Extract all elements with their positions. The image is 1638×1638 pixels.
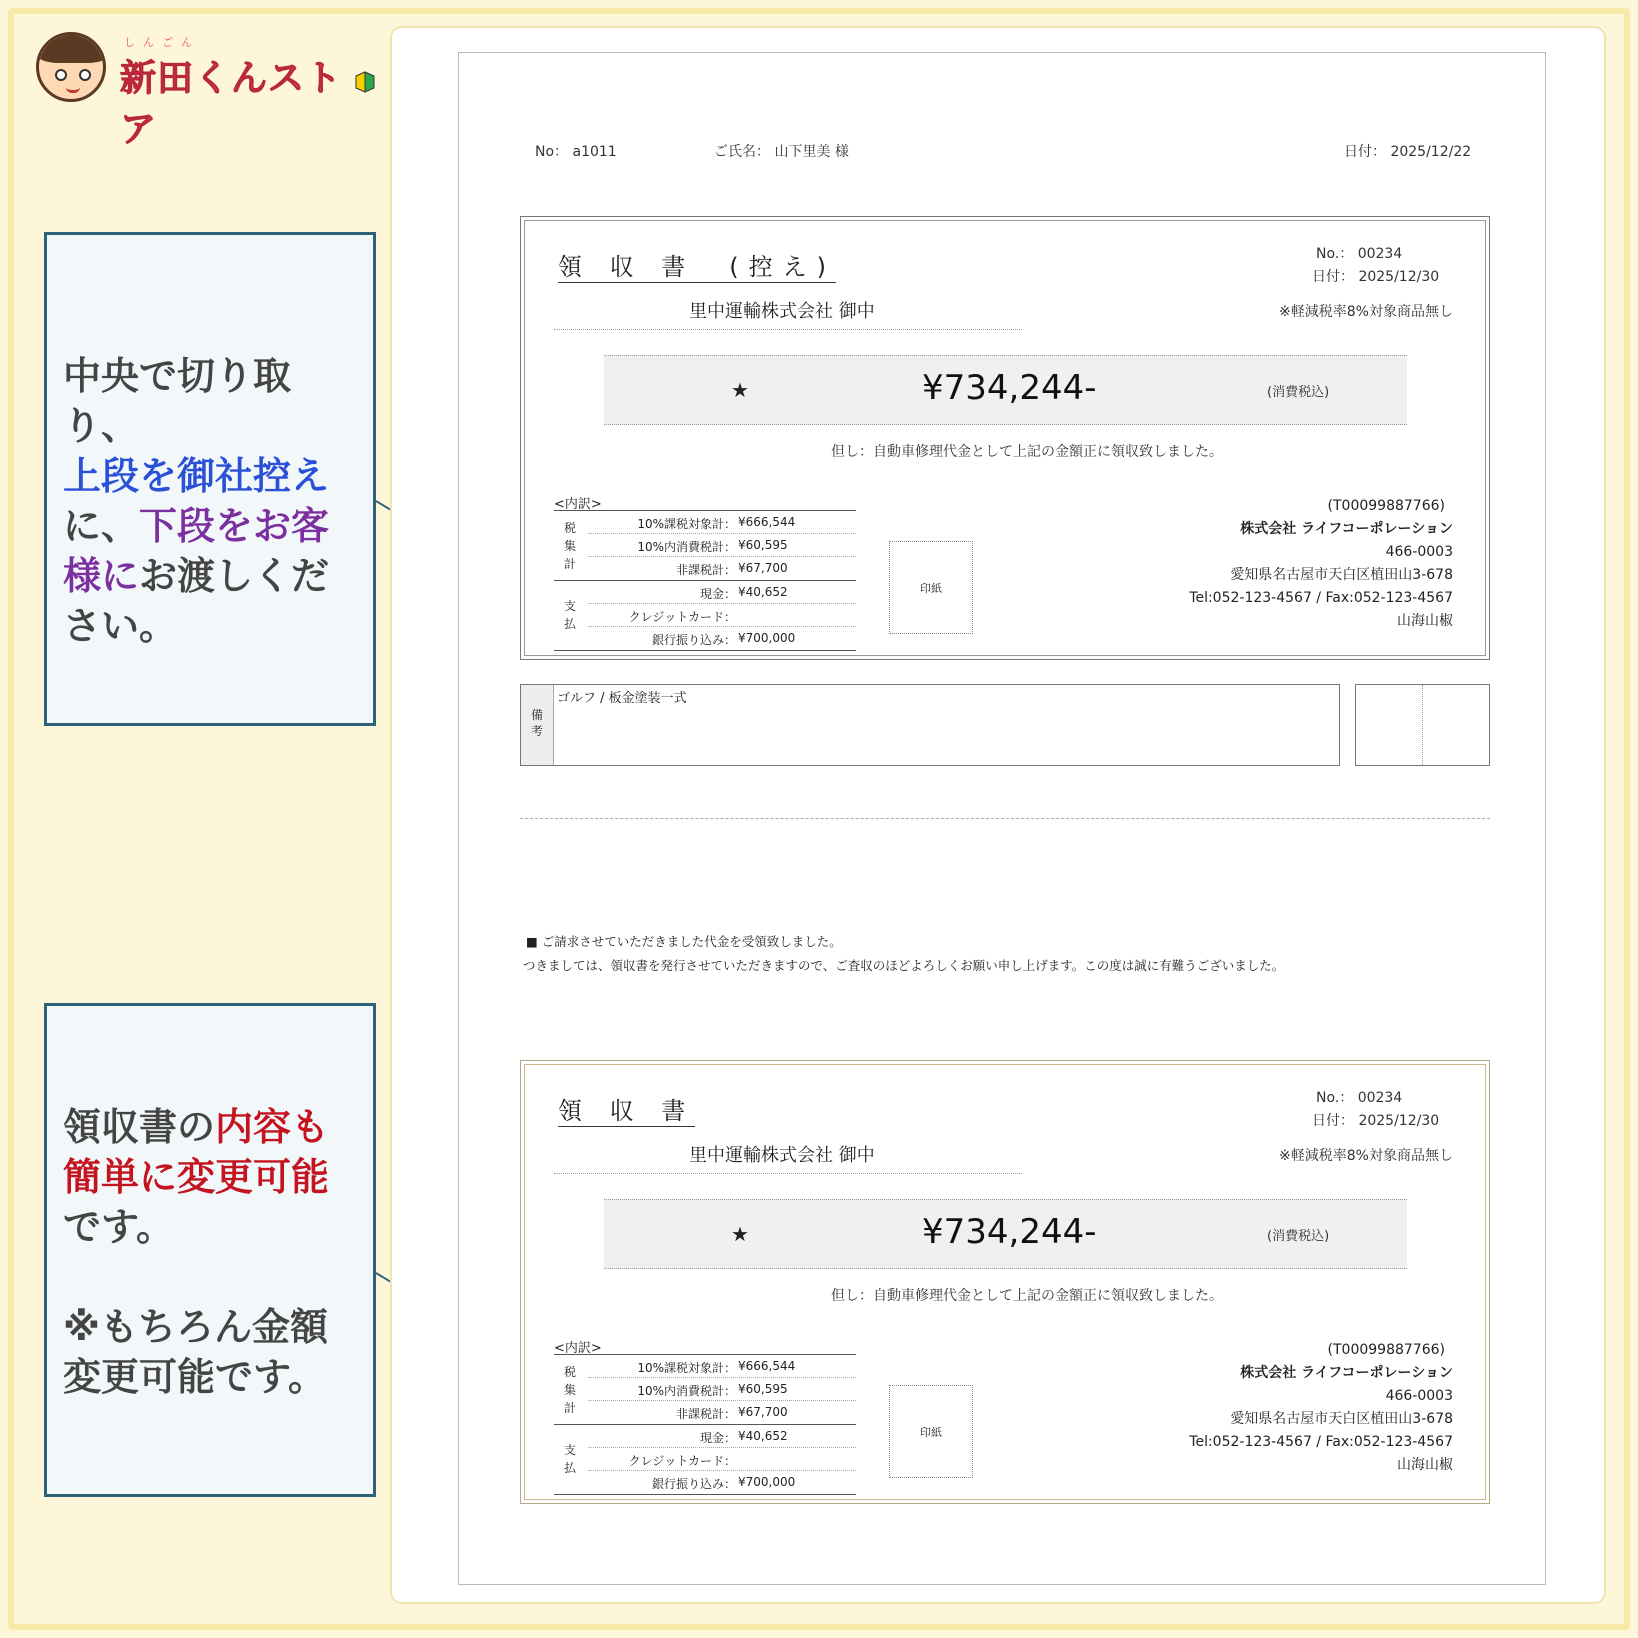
pay-group-label: 支 払 <box>564 1443 577 1475</box>
row-label: 非課税計： <box>675 1407 736 1421</box>
note1-highlight-customer: 様に <box>63 554 140 598</box>
note1-highlight-customer: 下段をお客 <box>139 504 330 548</box>
instruction-note-editable <box>44 1003 376 1497</box>
receipt-copy <box>520 216 1490 660</box>
pay-group-label: 支 払 <box>564 599 577 631</box>
seal-box <box>1355 684 1490 766</box>
row-value: ¥60,595 <box>738 538 788 552</box>
header-no-label: No： <box>535 144 569 160</box>
issuer-block <box>1189 495 1453 633</box>
receipt-title: 領 収 書 (控え) <box>558 247 836 283</box>
receipt-amount: ¥734,244- <box>922 368 1097 408</box>
issuer-name: 株式会社 ライフコーポレーション <box>1240 1365 1453 1381</box>
header-name <box>714 141 849 161</box>
receipt-purpose: 但し：自動車修理代金として上記の金額正に領収致しました。 <box>831 444 1223 460</box>
receipt-no-value: 00234 <box>1357 246 1403 262</box>
header-name-value: 山下里美 様 <box>774 144 849 160</box>
receipt-client: 里中運輸株式会社 御中 <box>689 301 875 322</box>
tax-group <box>554 1355 856 1425</box>
cut-line <box>520 818 1490 819</box>
issuer-reg-no: (T00099887766) <box>1327 1342 1445 1358</box>
amount-bar <box>604 1199 1407 1269</box>
issuer-reg-no: (T00099887766) <box>1327 498 1445 514</box>
row-label: 現金： <box>699 1431 736 1445</box>
row-label: クレジットカード： <box>628 610 736 624</box>
breakdown-row <box>588 1425 856 1448</box>
issuer-postal: 466-0003 <box>1385 1388 1453 1404</box>
receipt-date-label: 日付： <box>1312 1113 1354 1129</box>
receipt-date-label: 日付： <box>1312 269 1354 285</box>
remarks-label: 備 考 <box>521 685 554 765</box>
breakdown-row <box>588 511 856 534</box>
issuer-name: 株式会社 ライフコーポレーション <box>1240 521 1453 537</box>
receipt-date <box>1312 266 1439 286</box>
receipt-title: 領 収 書 <box>558 1091 695 1127</box>
row-label: クレジットカード： <box>628 1454 736 1468</box>
receipt-tax-note: ※軽減税率8%対象商品無し <box>1279 304 1453 320</box>
star-icon: ★ <box>731 1222 749 1246</box>
receipt-tax-note: ※軽減税率8%対象商品無し <box>1279 1148 1453 1164</box>
row-value: ¥40,652 <box>738 1429 788 1443</box>
tax-group-label: 税 集 計 <box>564 521 577 571</box>
tax-group-label: 税 集 計 <box>564 1365 577 1415</box>
issuer-address: 愛知県名古屋市天白区植田山3-678 <box>1230 567 1453 583</box>
receipt-no <box>1316 1087 1402 1107</box>
note2-text: です。 <box>63 1205 174 1249</box>
note1-highlight-copy: 上段を御社控え <box>63 454 330 498</box>
row-value: ¥67,700 <box>738 1405 788 1419</box>
message-line1: ■ ご請求させていただきました代金を受領致しました。 <box>526 934 842 949</box>
mascot-face-icon <box>36 32 106 102</box>
breakdown-row <box>588 1355 856 1378</box>
breakdown-table <box>554 493 856 651</box>
issuer-person: 山海山椒 <box>1397 613 1453 629</box>
breakdown-row <box>588 1378 856 1401</box>
breakdown-header: <内訳> <box>554 493 856 511</box>
issuer-tel-fax: Tel:052-123-4567 / Fax:052-123-4567 <box>1189 1434 1453 1450</box>
issuer-tel-fax: Tel:052-123-4567 / Fax:052-123-4567 <box>1189 590 1453 606</box>
tax-included: (消費税込) <box>1267 385 1330 400</box>
header-date <box>1344 141 1471 161</box>
receipt-client: 里中運輸株式会社 御中 <box>689 1145 875 1166</box>
receipt-amount: ¥734,244- <box>922 1212 1097 1252</box>
issuer-address: 愛知県名古屋市天白区植田山3-678 <box>1230 1411 1453 1427</box>
breakdown-row <box>588 581 856 604</box>
note1-text: に、 <box>63 504 140 548</box>
note1-text: さい。 <box>63 604 178 648</box>
breakdown-row <box>588 1401 856 1424</box>
row-label: 10%課税対象計： <box>637 517 736 531</box>
receipt-customer <box>520 1060 1490 1504</box>
breakdown-row <box>588 1471 856 1494</box>
receipt-no-value: 00234 <box>1357 1090 1403 1106</box>
breakdown-row <box>588 604 856 627</box>
store-logo <box>36 32 376 150</box>
row-label: 非課税計： <box>675 563 736 577</box>
row-label: 10%内消費税計： <box>637 540 736 554</box>
note2-text: 変更可能です。 <box>63 1355 326 1399</box>
star-icon: ★ <box>731 378 749 402</box>
header-no <box>535 141 617 161</box>
row-label: 銀行振り込み： <box>651 633 736 647</box>
issuer-person: 山海山椒 <box>1397 1457 1453 1473</box>
revenue-stamp-box: 印紙 <box>889 541 973 634</box>
breakdown-row <box>588 1448 856 1471</box>
receipt-date-value: 2025/12/30 <box>1358 1113 1440 1129</box>
note2-text: ※もちろん金額 <box>63 1305 328 1349</box>
row-value: ¥700,000 <box>738 1475 796 1489</box>
note2-text: 領収書の <box>63 1105 216 1149</box>
client-underline <box>554 329 1022 330</box>
logo-brand: 新田くんストア <box>120 58 343 150</box>
note2-highlight: 内容も <box>215 1105 330 1149</box>
breakdown-row <box>588 627 856 650</box>
issuer-postal: 466-0003 <box>1385 544 1453 560</box>
header-no-value: a1011 <box>572 144 617 160</box>
amount-bar <box>604 355 1407 425</box>
logo-ruby: しんごん <box>124 36 200 49</box>
row-label: 10%課税対象計： <box>637 1361 736 1375</box>
beginner-mark-icon <box>354 70 376 94</box>
row-label: 銀行振り込み： <box>651 1477 736 1491</box>
header-date-label: 日付： <box>1344 144 1386 160</box>
receipt-no-label: No.： <box>1316 1090 1354 1106</box>
receipt-no <box>1316 243 1402 263</box>
breakdown-header: <内訳> <box>554 1337 856 1355</box>
row-value: ¥666,544 <box>738 1359 796 1373</box>
instruction-note-cut <box>44 232 376 726</box>
revenue-stamp-box: 印紙 <box>889 1385 973 1478</box>
note2-spacer <box>63 1255 76 1299</box>
row-value: ¥40,652 <box>738 585 788 599</box>
receipt-date-value: 2025/12/30 <box>1358 269 1440 285</box>
receipt-date <box>1312 1110 1439 1130</box>
note1-text: 中央で切り取り、 <box>63 354 292 448</box>
row-value: ¥60,595 <box>738 1382 788 1396</box>
pay-group <box>554 1425 856 1495</box>
breakdown-row <box>588 557 856 580</box>
breakdown-table <box>554 1337 856 1495</box>
note1-text: お渡しくだ <box>139 554 330 598</box>
note2-highlight: 簡単に変更可能 <box>63 1155 330 1199</box>
client-underline <box>554 1173 1022 1174</box>
pay-group <box>554 581 856 651</box>
receipt-no-label: No.： <box>1316 246 1354 262</box>
issuer-block <box>1189 1339 1453 1477</box>
row-value: ¥67,700 <box>738 561 788 575</box>
header-name-label: ご氏名： <box>714 144 770 160</box>
row-value: ¥700,000 <box>738 631 796 645</box>
receipt-purpose: 但し：自動車修理代金として上記の金額正に領収致しました。 <box>831 1288 1223 1304</box>
tax-group <box>554 511 856 581</box>
row-value: ¥666,544 <box>738 515 796 529</box>
header-date-value: 2025/12/22 <box>1390 144 1472 160</box>
message-line2: つきましては、領収書を発行させていただきますので、ご査収のほどよろしくお願い申し上げます。この度は誠に有難うございました。 <box>523 958 1285 973</box>
breakdown-row <box>588 534 856 557</box>
row-label: 現金： <box>699 587 736 601</box>
row-label: 10%内消費税計： <box>637 1384 736 1398</box>
remarks-text: ゴルフ / 板金塗装一式 <box>557 691 687 706</box>
remarks-box <box>520 684 1340 766</box>
tax-included: (消費税込) <box>1267 1229 1330 1244</box>
